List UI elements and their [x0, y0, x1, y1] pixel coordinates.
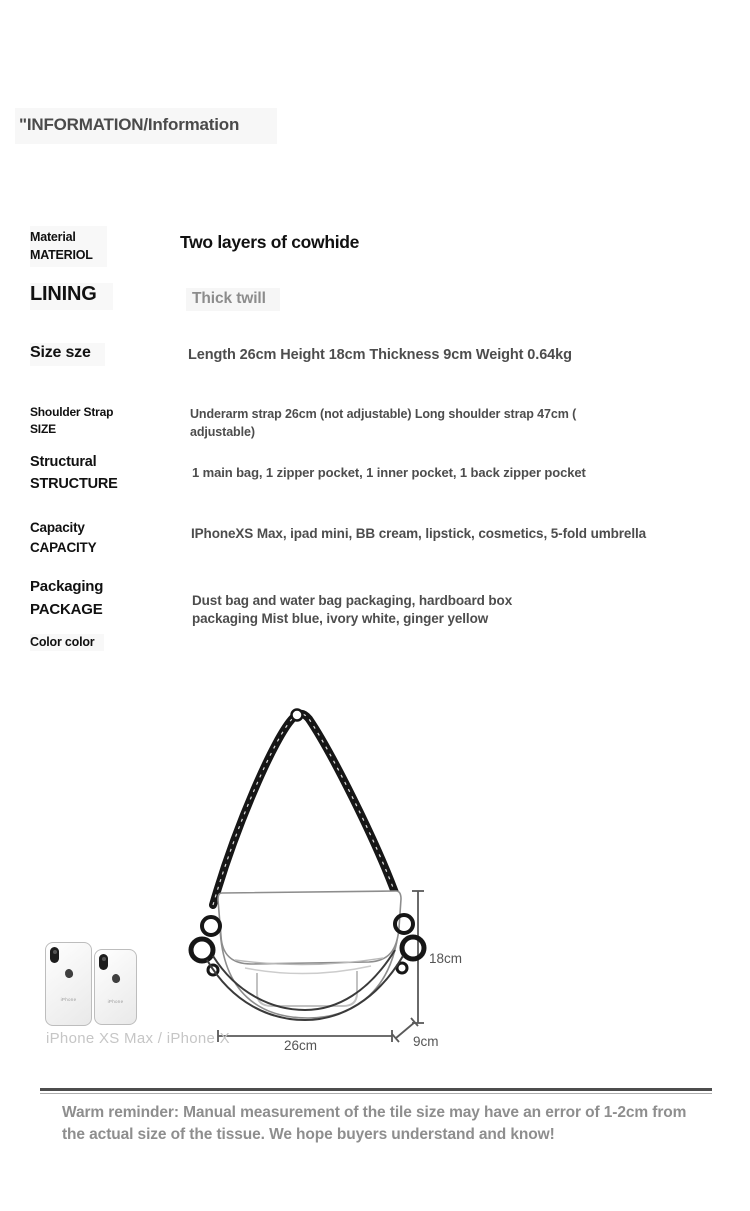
packaging-label	[30, 576, 103, 621]
iphone-x-illustration	[94, 949, 137, 1025]
structure-label-line2: STRUCTURE	[30, 475, 118, 492]
phones-caption: iPhone XS Max / iPhone X	[46, 1030, 230, 1047]
apple-logo-icon	[64, 968, 74, 979]
material-label-line1: Material	[30, 230, 76, 244]
footer-divider-thin	[40, 1093, 712, 1094]
height-dimension-label: 18cm	[429, 951, 463, 966]
shoulder-strap-label	[30, 404, 113, 438]
material-label	[30, 226, 107, 267]
lining-label-line1: LINING	[30, 283, 97, 305]
structure-value: 1 main bag, 1 zipper pocket, 1 inner pocket, 1 back zipper pocket	[192, 465, 586, 480]
shoulder-strap-label-line2: SIZE	[30, 421, 56, 436]
phone-camera-icon	[99, 954, 108, 970]
color-label-line1: Color color	[30, 635, 95, 649]
page-title: "INFORMATION/Information	[15, 108, 277, 144]
bag-illustration	[175, 688, 475, 1078]
bag-flap	[218, 891, 401, 964]
apple-logo-icon	[111, 973, 121, 984]
capacity-label	[30, 518, 96, 559]
iphone-xs-max-illustration	[45, 942, 92, 1026]
size-label	[30, 343, 105, 366]
phone-back-label: iPhone	[107, 998, 124, 1004]
lining-value: Thick twill	[186, 288, 280, 311]
shoulder-strap-label-line1: Shoulder Strap	[30, 405, 114, 419]
footer-divider-thick	[40, 1088, 712, 1091]
phone-camera-icon	[50, 947, 59, 963]
size-label-line1: Size sze	[30, 344, 91, 361]
packaging-label-line2: PACKAGE	[30, 600, 103, 618]
structure-label-line1: Structural	[30, 454, 97, 470]
phone-back-label: iPhone	[60, 997, 77, 1003]
shoulder-strap-drawing	[213, 714, 397, 905]
packaging-label-line1: Packaging	[30, 578, 104, 595]
shoulder-strap-value: Underarm strap 26cm (not adjustable) Long shoulder strap 47cm ( adjustable)	[190, 407, 577, 439]
lining-label	[30, 283, 113, 310]
capacity-label-line1: Capacity	[30, 520, 85, 535]
warm-reminder-text: Warm reminder: Manual measurement of the tile size may have an error of 1-2cm from the actual size of the tissue. We hope buyers understand and know!	[62, 1104, 687, 1143]
color-label	[30, 634, 104, 651]
structure-label	[30, 452, 118, 496]
capacity-value: IPhoneXS Max, ipad mini, BB cream, lipstick, cosmetics, 5-fold umbrella	[191, 526, 647, 541]
material-label-line2: MATERIOL	[30, 248, 93, 263]
packaging-value: Dust bag and water bag packaging, hardboard box packaging Mist blue, ivory white, ginger yellow	[192, 593, 513, 627]
strap-buckle	[292, 710, 303, 721]
depth-dimension-label: 9cm	[413, 1034, 439, 1049]
capacity-label-line2: CAPACITY	[30, 540, 97, 556]
size-value: Length 26cm Height 18cm Thickness 9cm Weight 0.64kg	[188, 347, 572, 363]
length-dimension-label: 26cm	[284, 1038, 318, 1053]
material-value: Two layers of cowhide	[180, 232, 360, 252]
